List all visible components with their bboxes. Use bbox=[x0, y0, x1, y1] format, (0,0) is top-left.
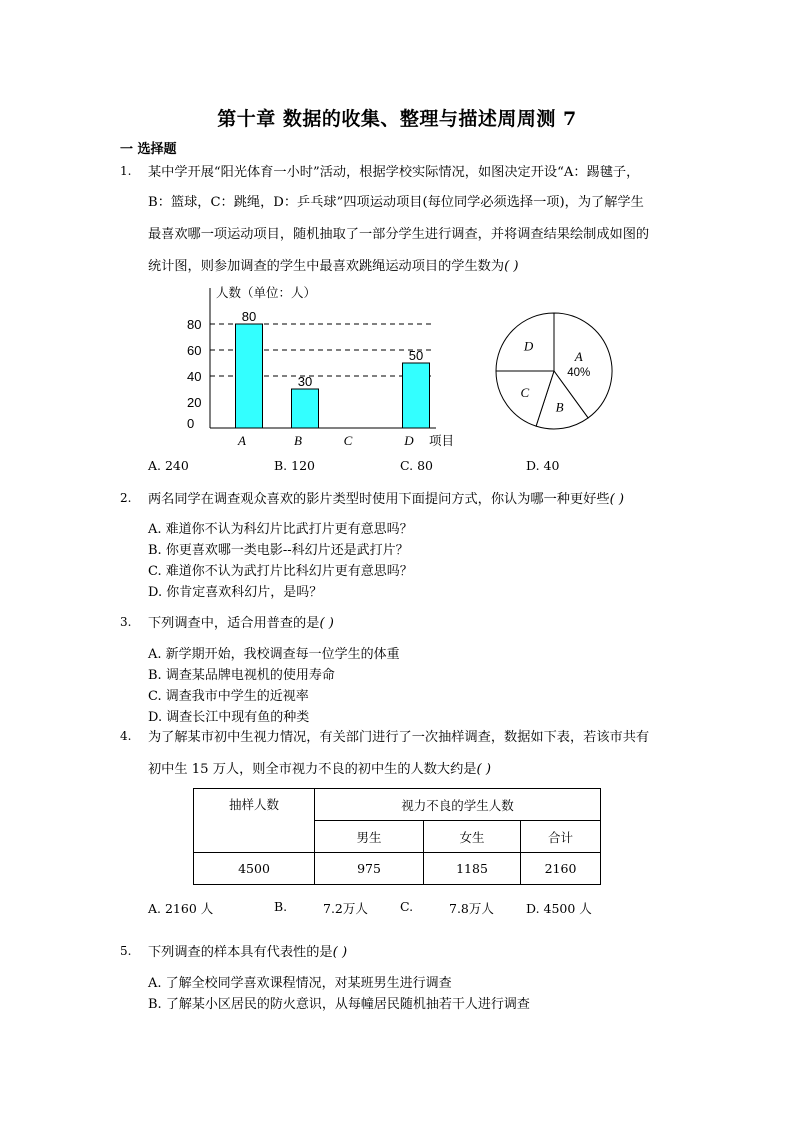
q3-option-a[interactable]: A. 新学期开始，我校调查每一位学生的体重 bbox=[148, 647, 400, 662]
pie-label-B: B bbox=[555, 399, 564, 415]
answer-paren: ( ) bbox=[476, 762, 491, 777]
question-5-line bbox=[148, 941, 347, 960]
table-header-sample-count: 抽样人数 bbox=[194, 789, 315, 853]
bar-D bbox=[403, 363, 430, 428]
q3-option-b[interactable]: B. 调查某品牌电视机的使用寿命 bbox=[148, 668, 335, 683]
y-tick-label: 0 bbox=[187, 416, 195, 431]
q4-option-d[interactable]: D. 4500 人 bbox=[526, 901, 592, 916]
bar-chart-xlabel: 项目 bbox=[429, 434, 455, 448]
y-tick-label: 20 bbox=[187, 395, 202, 410]
question-3-line bbox=[148, 612, 334, 631]
table-subheader-male: 男生 bbox=[315, 821, 424, 853]
question-1-line-4 bbox=[148, 255, 519, 274]
table-subheader-female: 女生 bbox=[424, 821, 521, 853]
pie-label-D: D bbox=[523, 338, 534, 354]
question-1-line-3: 最喜欢哪一项运动项目，随机抽取了一部分学生进行调查，并将调查结果绘制成如图的 bbox=[148, 227, 650, 242]
q2-option-a[interactable]: A. 难道你不认为科幻片比武打片更有意思吗？ bbox=[148, 522, 413, 537]
bar-value-label-D: 50 bbox=[408, 348, 424, 363]
answer-paren: ( ) bbox=[609, 492, 625, 507]
bar-value-label-A: 80 bbox=[241, 309, 257, 324]
question-4-number: 4. bbox=[120, 729, 132, 743]
y-tick-label: 60 bbox=[187, 343, 202, 358]
sample-table bbox=[193, 788, 601, 885]
bar-value-label-B: 30 bbox=[297, 374, 313, 389]
bar-chart bbox=[170, 282, 470, 454]
question-2-line bbox=[148, 488, 624, 507]
q1-option-b[interactable]: B. 120 bbox=[274, 458, 315, 473]
question-1-number: 1. bbox=[120, 164, 132, 178]
table-header-poor-vision: 视力不良的学生人数 bbox=[315, 789, 601, 821]
x-tick-label-B: B bbox=[294, 433, 302, 448]
q4-option-b-value[interactable]: 7.2万人 bbox=[323, 901, 368, 916]
pie-percent-A: 40% bbox=[567, 366, 591, 379]
q4-option-c-letter[interactable]: C. bbox=[400, 899, 414, 914]
q2-option-b[interactable]: B. 你更喜欢哪一类电影--科幻片还是武打片？ bbox=[148, 543, 409, 558]
table-header-row bbox=[194, 789, 601, 821]
x-tick-label-C: C bbox=[343, 433, 353, 448]
y-tick-label: 80 bbox=[187, 317, 202, 332]
table-cell-total: 2160 bbox=[521, 853, 601, 885]
x-tick-label-A: A bbox=[238, 433, 246, 448]
q1-option-a[interactable]: A. 240 bbox=[148, 458, 189, 473]
bar-B bbox=[292, 389, 319, 428]
question-1-line-4-text: 统计图，则参加调查的学生中最喜欢跳绳运动项目的学生数为 bbox=[148, 259, 505, 274]
pie-label-A: A bbox=[574, 348, 583, 364]
q2-option-d[interactable]: D. 你肯定喜欢科幻片，是吗？ bbox=[148, 585, 323, 600]
q1-option-d[interactable]: D. 40 bbox=[526, 458, 560, 473]
bar-chart-ylabel: 人数（单位：人） bbox=[216, 286, 317, 300]
answer-paren: ( ) bbox=[332, 945, 348, 960]
table-subheader-total: 合计 bbox=[521, 821, 601, 853]
q4-option-a[interactable]: A. 2160 人 bbox=[148, 901, 214, 916]
question-1-line-1: 某中学开展“阳光体育一小时”活动，根据学校实际情况，如图决定开设“A：踢毽子， bbox=[148, 165, 640, 180]
section-heading: 一 选择题 bbox=[120, 142, 177, 157]
q3-option-c[interactable]: C. 调查我市中学生的近视率 bbox=[148, 689, 309, 704]
q1-option-c[interactable]: C. 80 bbox=[400, 458, 433, 473]
pie-label-C: C bbox=[520, 385, 530, 401]
question-2-text: 两名同学在调查观众喜欢的影片类型时使用下面提问方式，你认为哪一种更好些 bbox=[148, 492, 610, 507]
question-2-number: 2. bbox=[120, 491, 132, 505]
question-3-number: 3. bbox=[120, 615, 132, 629]
answer-paren: ( ) bbox=[319, 616, 334, 631]
table-cell-male: 975 bbox=[315, 853, 424, 885]
question-5-text: 下列调查的样本具有代表性的是 bbox=[148, 945, 333, 960]
question-4-line-1: 为了解某市初中生视力情况，有关部门进行了一次抽样调查，数据如下表，若该市共有 bbox=[148, 730, 650, 745]
pie-chart bbox=[492, 309, 616, 433]
question-4-text: 初中生 15 万人，则全市视力不良的初中生的人数大约是 bbox=[148, 762, 477, 777]
page-title: 第十章 数据的收集、整理与描述周周测 7 bbox=[217, 108, 577, 130]
question-4-line-2 bbox=[148, 758, 491, 777]
y-tick-label: 40 bbox=[187, 369, 202, 384]
q5-option-b[interactable]: B. 了解某小区居民的防火意识，从每幢居民随机抽若干人进行调查 bbox=[148, 997, 530, 1012]
table-row bbox=[194, 853, 601, 885]
q4-option-c-value[interactable]: 7.8万人 bbox=[449, 901, 494, 916]
q4-option-b-letter[interactable]: B. bbox=[274, 899, 288, 914]
question-5-number: 5. bbox=[120, 944, 132, 958]
answer-paren: ( ) bbox=[504, 259, 519, 274]
q3-option-d[interactable]: D. 调查长江中现有鱼的种类 bbox=[148, 710, 310, 725]
bar-A bbox=[236, 324, 263, 428]
x-tick-label-D: D bbox=[404, 433, 414, 448]
q5-option-a[interactable]: A. 了解全校同学喜欢课程情况，对某班男生进行调查 bbox=[148, 976, 452, 991]
table-cell-sample: 4500 bbox=[194, 853, 315, 885]
question-1-line-2: B：篮球，C：跳绳，D：乒乓球”四项运动项目(每位同学必须选择一项)，为了解学生 bbox=[148, 195, 644, 210]
q2-option-c[interactable]: C. 难道你不认为武打片比科幻片更有意思吗？ bbox=[148, 564, 413, 579]
question-3-text: 下列调查中，适合用普查的是 bbox=[148, 616, 320, 631]
table-cell-female: 1185 bbox=[424, 853, 521, 885]
